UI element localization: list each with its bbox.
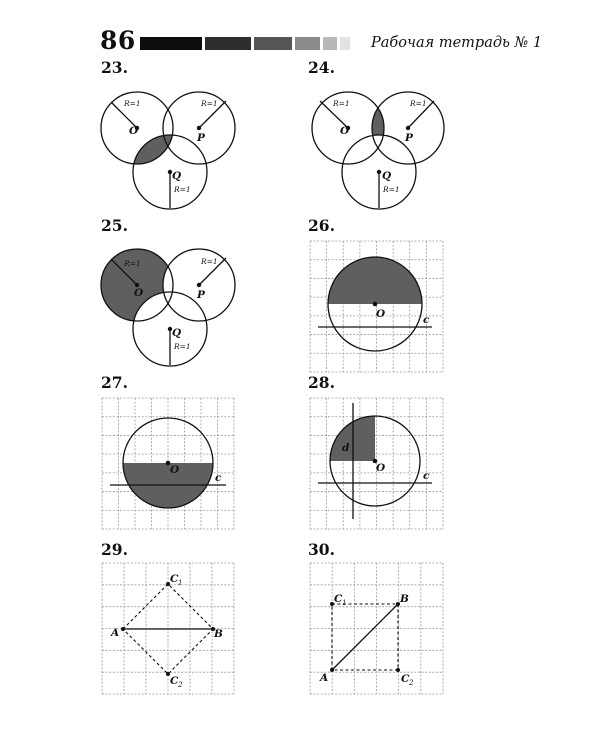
label-p: P [405,132,413,144]
label-c1-sub: 1 [178,579,183,587]
label-c2: C [401,673,410,685]
label-o: O [376,308,386,320]
label-q: Q [172,170,182,182]
label-r-q: R=1 [383,185,400,194]
label-b: B [214,628,223,640]
label-c2-sub: 2 [178,681,183,689]
segment-ab [332,604,398,670]
label-c: c [215,472,222,484]
label-a: A [111,627,120,639]
problem-number: 30. [308,540,335,559]
label-c1: C [170,573,179,585]
label-c1: C [334,593,343,605]
label-c2: C [170,675,179,687]
workbook-title: Рабочая тетрадь № 1 [371,35,543,51]
problem-number: 23. [101,58,128,77]
label-q: Q [172,327,182,339]
label-q: Q [382,170,392,182]
label-o: O [134,287,144,299]
label-a: A [320,672,329,684]
label-r-q: R=1 [174,342,191,351]
label-r-p: R=1 [410,99,427,108]
grid [310,563,443,694]
label-r-o: R=1 [124,99,141,108]
label-c2-sub: 2 [409,679,414,687]
label-o: O [129,125,139,137]
label-d: d [342,442,350,454]
label-o: O [340,125,350,137]
problem-number: 28. [308,373,335,392]
label-r-o: R=1 [333,99,350,108]
problem-number: 29. [101,540,128,559]
label-o: O [376,462,386,474]
label-r-o: R=1 [124,259,141,268]
point-c2 [396,668,400,672]
label-r-p: R=1 [201,257,218,266]
problem-number: 27. [101,373,128,392]
label-c: c [423,470,430,482]
label-r-p: R=1 [201,99,218,108]
problem-number: 25. [101,216,128,235]
label-p: P [197,289,205,301]
label-o: O [170,464,180,476]
label-c1-sub: 1 [342,599,347,607]
point-a [330,668,334,672]
page-number: 86 [100,26,136,55]
problem-number: 24. [308,58,335,77]
label-r-q: R=1 [174,185,191,194]
problem-number: 26. [308,216,335,235]
label-p: P [197,132,205,144]
label-c: c [423,314,430,326]
label-b: B [400,593,409,605]
